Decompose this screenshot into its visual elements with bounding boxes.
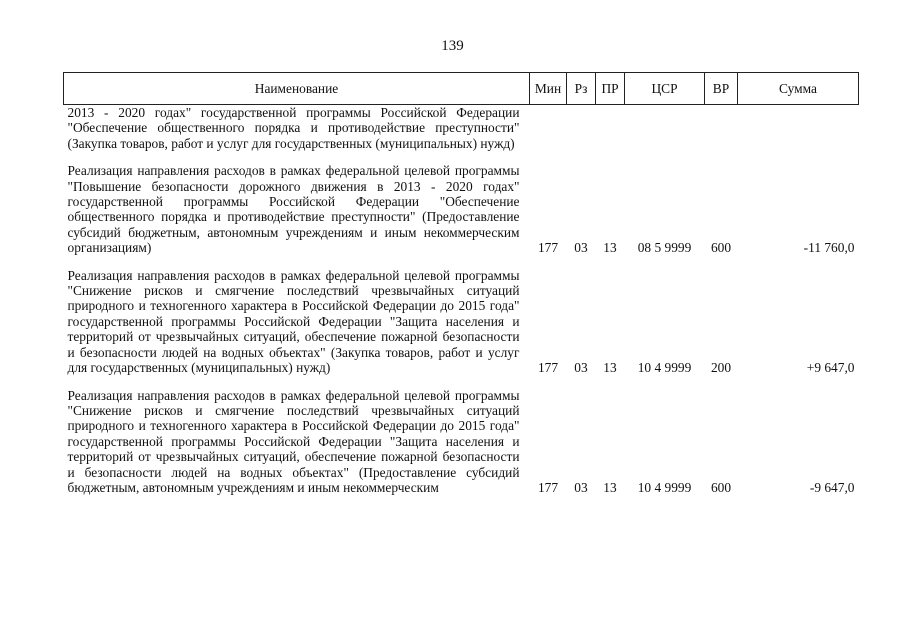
row-csr <box>625 105 705 152</box>
table-header-row <box>64 73 859 105</box>
table-row <box>64 105 859 152</box>
row-min: 177 <box>537 360 559 376</box>
row-pr: 13 <box>603 360 617 376</box>
budget-table <box>63 72 859 495</box>
header-pr: ПР <box>596 73 625 105</box>
header-vr: ВР <box>705 73 738 105</box>
row-vr <box>705 105 738 152</box>
row-sum: +9 647,0 <box>806 360 855 376</box>
header-min: Мин <box>530 73 567 105</box>
row-csr: 10 4 9999 <box>637 360 692 376</box>
header-rz: Рз <box>567 73 596 105</box>
header-name: Наименование <box>64 73 530 105</box>
row-pr: 13 <box>603 479 617 495</box>
row-spacer <box>64 151 859 163</box>
row-spacer <box>64 376 859 388</box>
row-pr: 13 <box>603 240 617 256</box>
row-pr <box>596 105 625 152</box>
row-min <box>530 105 567 152</box>
row-name <box>64 388 530 496</box>
row-name <box>64 268 530 376</box>
row-name-text: Реализация направления расходов в рамках федеральной целевой программы "Снижение рисков и смягчение последствий чрезвычайных ситуаций природного и техногенного характера в Российской Федерации до 2015 года" государственной программы Российской Федерации "Защита населения и территорий от чрезвычайных ситуаций, обеспечение пожарной безопасности и безопасности людей на водных объектах" (Предоставление субсидий бюджетным, автономным учреждениям и иным некоммерческим <box>67 387 520 495</box>
row-csr: 08 5 9999 <box>637 240 692 256</box>
header-csr: ЦСР <box>625 73 705 105</box>
row-vr: 200 <box>710 360 732 376</box>
row-rz: 03 <box>574 240 588 256</box>
page-number: 139 <box>441 38 464 54</box>
row-name-text: 2013 - 2020 годах" государственной программы Российской Федерации "Обеспечение общественного порядка и противодействие преступности" (Закупка товаров, работ и услуг для государственных (муниципальных) нужд) <box>67 105 520 151</box>
row-sum: -11 760,0 <box>803 240 855 256</box>
header-sum: Сумма <box>738 73 859 105</box>
row-spacer <box>64 256 859 268</box>
row-name-text: Реализация направления расходов в рамках федеральной целевой программы "Повышение безопасности дорожного движения в 2013 - 2020 годах" государственной программы Российской Федерации "Обеспечение общественного порядка и противодействие преступности" (Предоставление субсидий бюджетным, автономным учреждениям и иным некоммерческим организациям) <box>67 163 520 256</box>
row-rz: 03 <box>574 360 588 376</box>
row-min: 177 <box>537 240 559 256</box>
row-vr: 600 <box>710 479 732 495</box>
row-min: 177 <box>537 479 559 495</box>
table-row <box>64 388 859 496</box>
row-vr: 600 <box>710 240 732 256</box>
row-name-text: Реализация направления расходов в рамках федеральной целевой программы "Снижение рисков и смягчение последствий чрезвычайных ситуаций природного и техногенного характера в Российской Федерации до 2015 года" государственной программы Российской Федерации "Защита населения и территорий от чрезвычайных ситуаций, обеспечение пожарной безопасности и безопасности людей на водных объектах" (Закупка товаров, работ и услуг для государственных (муниципальных) нужд) <box>67 267 520 376</box>
row-rz: 03 <box>574 479 588 495</box>
row-csr: 10 4 9999 <box>637 479 692 495</box>
row-name <box>64 105 530 152</box>
table-row <box>64 268 859 376</box>
row-sum <box>738 105 859 152</box>
row-sum: -9 647,0 <box>809 479 855 495</box>
table-row <box>64 163 859 255</box>
row-rz <box>567 105 596 152</box>
row-name <box>64 163 530 255</box>
